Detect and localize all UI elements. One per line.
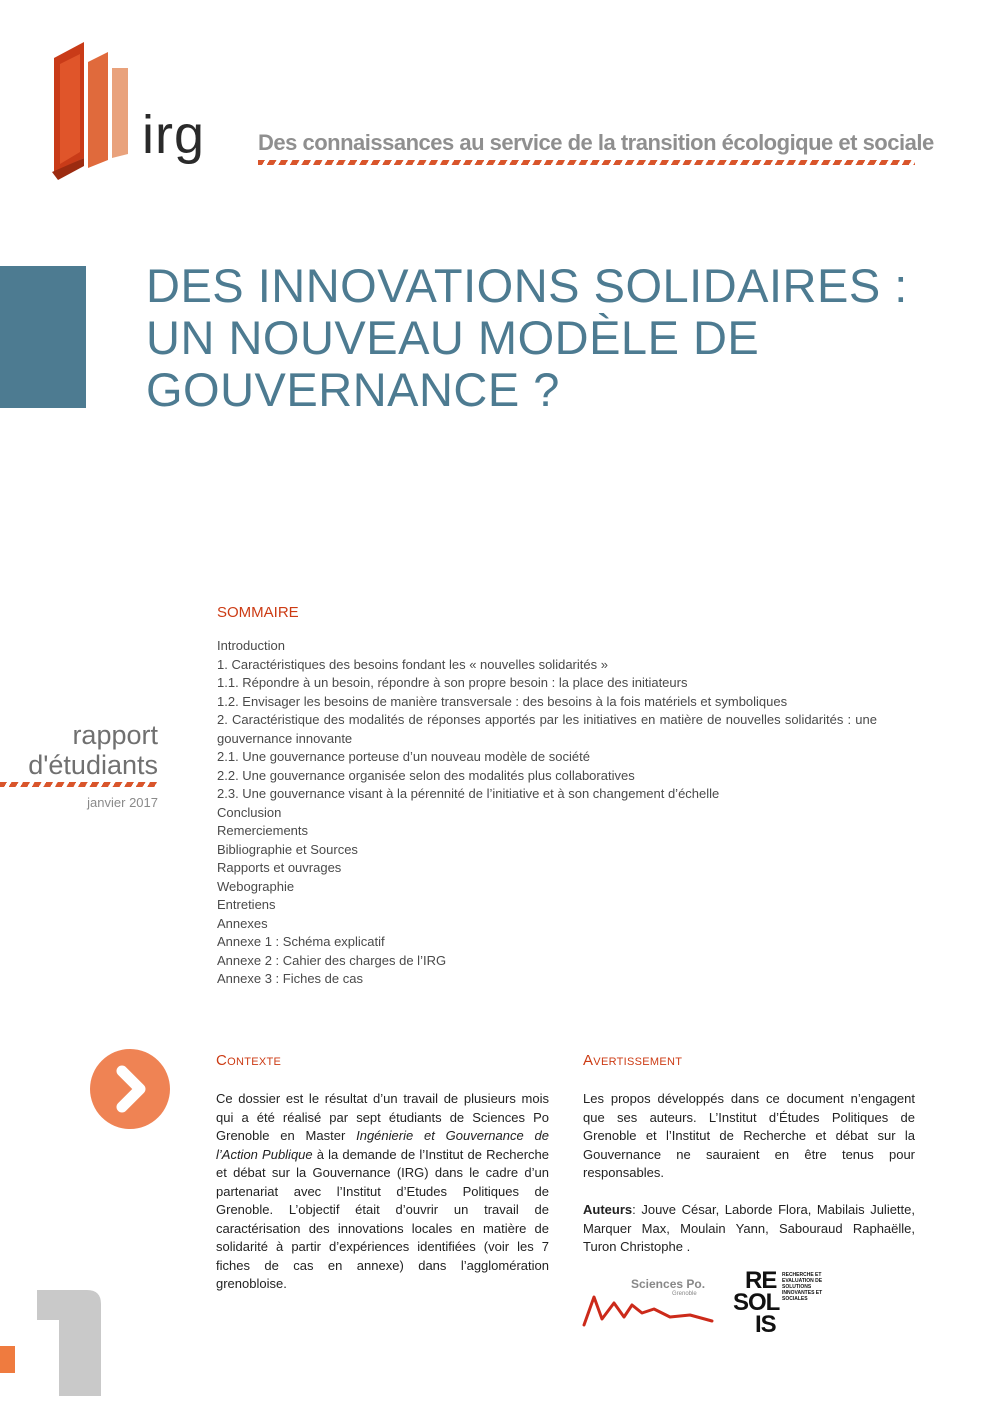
chevron-right-icon: [90, 1049, 170, 1129]
sommaire-item: Conclusion: [217, 804, 282, 820]
sommaire-item: 1. Caractéristiques des besoins fondant les « nouvelles solidarités »: [217, 656, 608, 672]
sommaire-item: Annexes: [217, 915, 268, 931]
contexte-text: [216, 1090, 549, 1294]
sommaire-item: 1.1. Répondre à un besoin, répondre à son propre besoin : la place des initiateurs: [217, 675, 688, 690]
sommaire-item: Entretiens: [217, 897, 276, 912]
tagline: Des connaissances au service de la transition écologique et sociale: [258, 130, 934, 155]
title-accent-block: [0, 266, 86, 408]
resolis-logo: [733, 1267, 843, 1338]
sommaire-item: Remerciements: [217, 823, 309, 838]
tagline-divider: [258, 160, 915, 165]
avertissement-text: Les propos développés dans ce document n’engagent que ses auteurs. L’Institut d’Études Politiques de Grenoble et l’Institut de Recherche et débat sur la Gouvernance ne sauraient en être tenus pour responsables.: [583, 1091, 915, 1180]
resolis-line-3: IS: [755, 1311, 776, 1338]
report-label-line-1: rapport: [72, 720, 158, 750]
avertissement-heading: Avertissement: [583, 1052, 683, 1069]
report-label: [28, 720, 158, 780]
sommaire-item: 2. Caractéristique des modalités de réponses apportés par les initiatives en matière de nouvelles solidarités : une gouvernance innovante: [217, 712, 877, 746]
resolis-tagline: RECHERCHE ET EVALUATION DE SOLUTIONS INNOVANTES ET SOCIALES: [782, 1272, 823, 1302]
sommaire-item: Annexe 3 : Fiches de cas: [217, 971, 363, 986]
sommaire-item: 2.2. Une gouvernance organisée selon des modalités plus collaboratives: [217, 767, 635, 783]
sommaire-item: 1.2. Envisager les besoins de manière transversale : des besoins à la fois matériels et symboliques: [217, 693, 788, 709]
sommaire-item: 2.3. Une gouvernance visant à la pérennité de l’initiative et à son changement d’échelle: [217, 786, 720, 801]
report-label-divider: [0, 782, 158, 787]
resolis-line-2: SOL: [733, 1289, 780, 1316]
authors: [583, 1201, 915, 1257]
sommaire-item: Annexe 2 : Cahier des charges de l’IRG: [217, 952, 447, 968]
page-title: [146, 260, 946, 416]
contexte-text-part: à la demande de l’Institut de Recherche et débat sur la Gouvernance (IRG) dans le cadre d’un partenariat avec l’Institut d’Etudes Politiques de Grenoble. L’objectif était d’ouvrir un travail de caractérisation des innovations locales en matière de solidarité à partir d’expériences identifiées (voir les 7 fiches de cas en annexe) dans l’agglomération grenobloise.: [216, 1146, 549, 1291]
authors-list: : Jouve César, Laborde Flora, Mabilais Juliette, Marquer Max, Moulain Yann, Sabouraud Raphaëlle, Turon Christophe .: [583, 1202, 915, 1254]
sommaire-heading: SOMMAIRE: [217, 604, 299, 621]
report-label-line-2: d'étudiants: [28, 750, 158, 780]
title-line-2: UN NOUVEAU MODÈLE DE: [146, 311, 760, 364]
logo-text: irg: [142, 105, 206, 165]
sommaire-item: Rapports et ouvrages: [217, 860, 342, 875]
sommaire-item: Bibliographie et Sources: [217, 841, 358, 857]
sommaire-item: Introduction: [217, 638, 285, 653]
sciences-po-subtitle: Grenoble: [672, 1291, 697, 1297]
title-line-1: DES INNOVATIONS SOLIDAIRES :: [146, 259, 908, 312]
sommaire-item: 2.1. Une gouvernance porteuse d’un nouveau modèle de société: [217, 749, 590, 764]
resolis-line-1: RE: [745, 1267, 777, 1294]
sommaire-item: Webographie: [217, 878, 295, 894]
contexte-text-part: Ce dossier est le résultat d’un travail de plusieurs mois qui a été réalisé par sept étudiants de Sciences Po Grenoble en Master: [216, 1091, 549, 1143]
sommaire-item: Annexe 1 : Schéma explicatif: [217, 934, 385, 949]
page-marker: [0, 1346, 15, 1373]
page-number-one-icon: [37, 1290, 101, 1396]
contexte-heading: Contexte: [216, 1052, 282, 1069]
report-date: janvier 2017: [87, 795, 158, 810]
sommaire-list: [217, 637, 877, 989]
authors-label: Auteurs: [583, 1202, 633, 1217]
title-line-3: GOUVERNANCE ?: [146, 363, 560, 416]
sciences-po-name: Sciences Po.: [631, 1277, 706, 1291]
contexte-text-italic: Ingénierie et Gouvernance de l’Action Publique: [216, 1128, 549, 1162]
